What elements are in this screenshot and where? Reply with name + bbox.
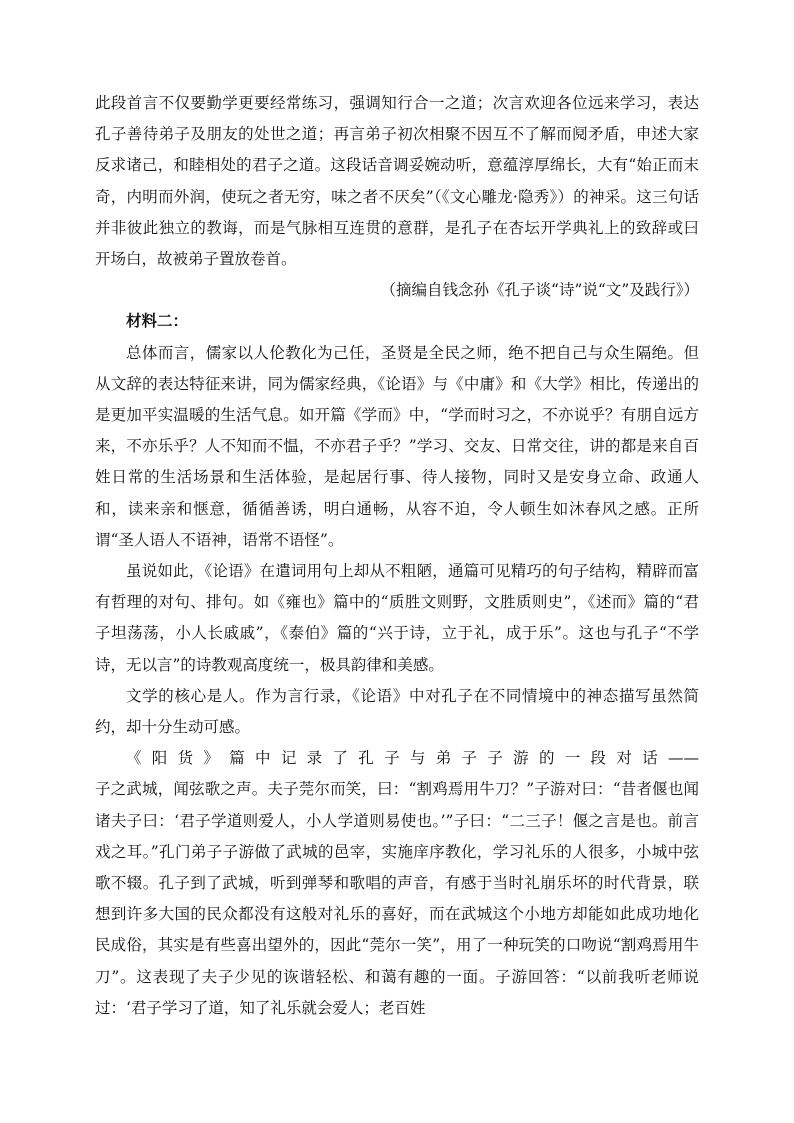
source-citation: （摘编自钱念孙《孔子谈“诗”说“文”及践行》） <box>380 281 699 300</box>
paragraph-literature-core: 文学的核心是人。作为言行录，《论语》中对孔子在不同情境中的神态描写虽然简约，却十分生动可感。 <box>95 686 699 737</box>
paragraph-yanghuo-intro: 《阳货》篇中记录了孔子与弟子子游的一段对话—— <box>126 749 699 768</box>
paragraph-material-one-end: 此段首言不仅要勤学更要经常练习，强调知行合一之道；次言欢迎各位远来学习，表达孔子善待弟子及朋友的处世之道；再言弟子初次相聚不因互不了解而阋矛盾，申述大家反求诸己，和睦相处的君子之道。这段话音调妥婉动听，意蕴淳厚绵长，大有“始正而末奇，内明而外润，使玩之者无穷，味之者不厌矣”（《文心雕龙·隐秀》）的神采。这三句话并非彼此独立的教诲，而是气脉相互连贯的意群，是孔子在杏坛开学典礼上的致辞或曰开场白，故被弟子置放卷首。 <box>95 94 699 269</box>
document-page <box>95 88 699 1024</box>
section-heading-material-two: 材料二： <box>126 312 189 331</box>
paragraph-wucheng-dialogue: 子之武城，闻弦歌之声。夫子莞尔而笑，曰：“割鸡焉用牛刀？”子游对曰：“昔者偃也闻诸夫子曰：‘君子学道则爱人，小人学道则易使也。’”子曰：“二三子！偃之言是也。前言戏之耳。”孔门弟子子游做了武城的邑宰，实施庠序教化，学习礼乐的人很多，小城中弦歌不辍。孔子到了武城，听到弹琴和歌唱的声音，有感于当时礼崩乐坏的时代背景，联想到许多大国的民众都没有这般对礼乐的喜好，而在武城这个小地方却能如此成功地化民成俗，其实是有些喜出望外的，因此“莞尔一笑”，用了一种玩笑的口吻说“割鸡焉用牛刀”。这表现了夫子少见的诙谐轻松、和蔼有趣的一面。子游回答：“以前我听老师说过：‘君子学习了道，知了礼乐就会爱人；老百姓 <box>95 780 699 1017</box>
paragraph-overview: 总体而言，儒家以人伦教化为己任，圣贤是全民之师，绝不把自己与众生隔绝。但从文辞的表达特征来讲，同为儒家经典，《论语》与《中庸》和《大学》相比，传递出的是更加平实温暖的生活气息。如开篇《学而》中，“学而时习之，不亦说乎？有朋自远方来，不亦乐乎？人不知而不愠，不亦君子乎？”学习、交友、日常交往，讲的都是来自百姓日常的生活场景和生活体验，是起居行事、待人接物，同时又是安身立命、政通人和，读来亲和惬意，循循善诱，明白通畅，从容不迫，令人顿生如沐春风之感。正所谓“圣人语人不语神，语常不语怪”。 <box>95 343 699 549</box>
paragraph-wording: 虽说如此，《论语》在遣词用句上却从不粗陋，通篇可见精巧的句子结构，精辟而富有哲理的对句、排句。如《雍也》篇中的“质胜文则野，文胜质则史”，《述而》篇的“君子坦荡荡，小人长戚戚”，《泰伯》篇的“兴于诗，立于礼，成于乐”。这也与孔子“不学诗，无以言”的诗教观高度统一，极具韵律和美感。 <box>95 562 699 674</box>
